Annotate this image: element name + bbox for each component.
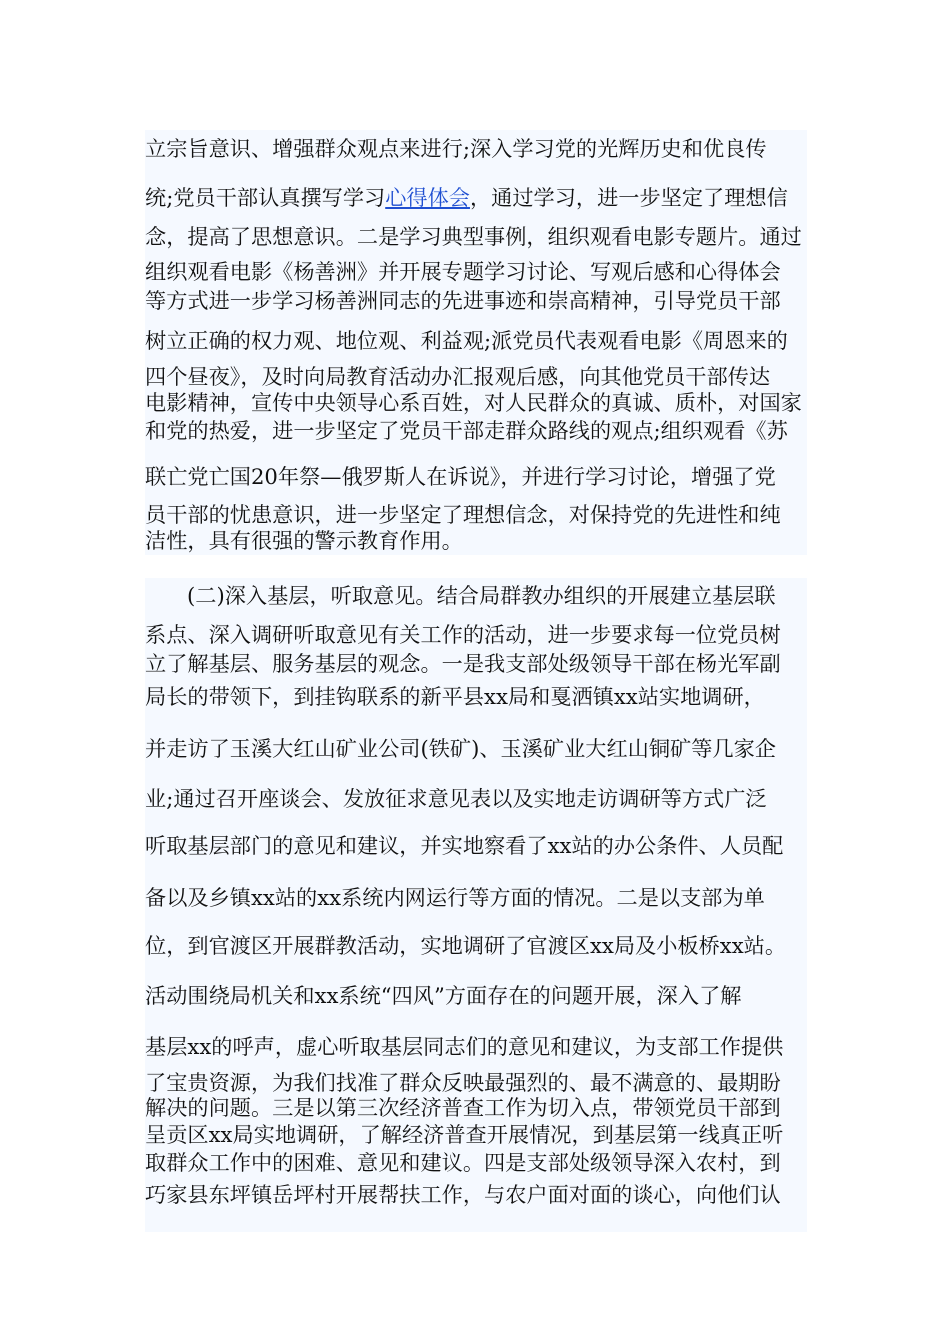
text-line: 听取基层部门的意见和建议，并实地察看了xx站的办公条件、人员配 [145,833,784,858]
text-line: 树立正确的权力观、地位观、利益观;派党员代表观看电影《周恩来的 [145,328,788,353]
text-line: 四个昼夜》，及时向局教育活动办汇报观后感，向其他党员干部传达 [145,364,771,389]
text-line: 基层xx的呼声，虚心听取基层同志们的意见和建议，为支部工作提供 [145,1034,784,1059]
paragraph-2 [145,578,807,1232]
paragraph-1 [145,130,807,555]
text-line: 并走访了玉溪大红山矿业公司(铁矿)、玉溪矿业大红山铜矿等几家企 [145,736,776,761]
text-line: 业;通过召开座谈会、发放征求意见表以及实地走访调研等方式广泛 [145,786,767,811]
text-line: 位，到官渡区开展群教活动，实地调研了官渡区xx局及小板桥xx站。 [145,933,787,958]
text-segment: 统;党员干部认真撰写学习 [145,185,386,210]
text-line: 巧家县东坪镇岳坪村开展帮扶工作，与农户面对面的谈心，向他们认 [145,1182,781,1207]
text-line: 电影精神，宣传中央领导心系百姓，对人民群众的真诚、质朴，对国家 [145,390,802,415]
text-line: 联亡党亡国20年祭—俄罗斯人在诉说》，并进行学习讨论，增强了党 [145,464,776,489]
text-line: 解决的问题。三是以第三次经济普查工作为切入点，带领党员干部到 [145,1095,781,1120]
inline-link[interactable]: 心得体会 [385,185,470,210]
text-line: 员干部的忧患意识，进一步坚定了理想信念，对保持党的先进性和纯 [145,502,781,527]
text-line: 了宝贵资源，为我们找准了群众反映最强烈的、最不满意的、最期盼 [145,1070,781,1095]
text-segment: ，通过学习，进一步坚定了理想信 [469,185,788,210]
text-line: 备以及乡镇xx站的xx系统内网运行等方面的情况。二是以支部为单 [145,885,765,910]
text-line: 取群众工作中的困难、意见和建议。四是支部处级领导深入农村，到 [145,1150,781,1175]
text-line [145,183,807,213]
text-line: (二)深入基层，听取意见。结合局群教办组织的开展建立基层联 [187,583,776,608]
text-line: 和党的热爱，进一步坚定了党员干部走群众路线的观点;组织观看《苏 [145,418,788,443]
text-line: 系点、深入调研听取意见有关工作的活动，进一步要求每一位党员树 [145,622,781,647]
text-line: 立了解基层、服务基层的观念。一是我支部处级领导干部在杨光军副 [145,651,781,676]
text-line: 念，提高了思想意识。二是学习典型事例，组织观看电影专题片。通过 [145,224,802,249]
text-line: 局长的带领下，到挂钩联系的新平县xx局和戛洒镇xx站实地调研， [145,684,765,709]
text-line: 洁性，具有很强的警示教育作用。 [145,528,463,553]
text-line: 呈贡区xx局实地调研，了解经济普查开展情况，到基层第一线真正听 [145,1122,784,1147]
text-line: 等方式进一步学习杨善洲同志的先进事迹和崇高精神，引导党员干部 [145,288,781,313]
text-line: 活动围绕局机关和xx系统“四风”方面存在的问题开展，深入了解 [145,983,742,1008]
text-line: 组织观看电影《杨善洲》并开展专题学习讨论、写观后感和心得体会 [145,259,781,284]
text-line: 立宗旨意识、增强群众观点来进行;深入学习党的光辉历史和优良传 [145,136,767,161]
